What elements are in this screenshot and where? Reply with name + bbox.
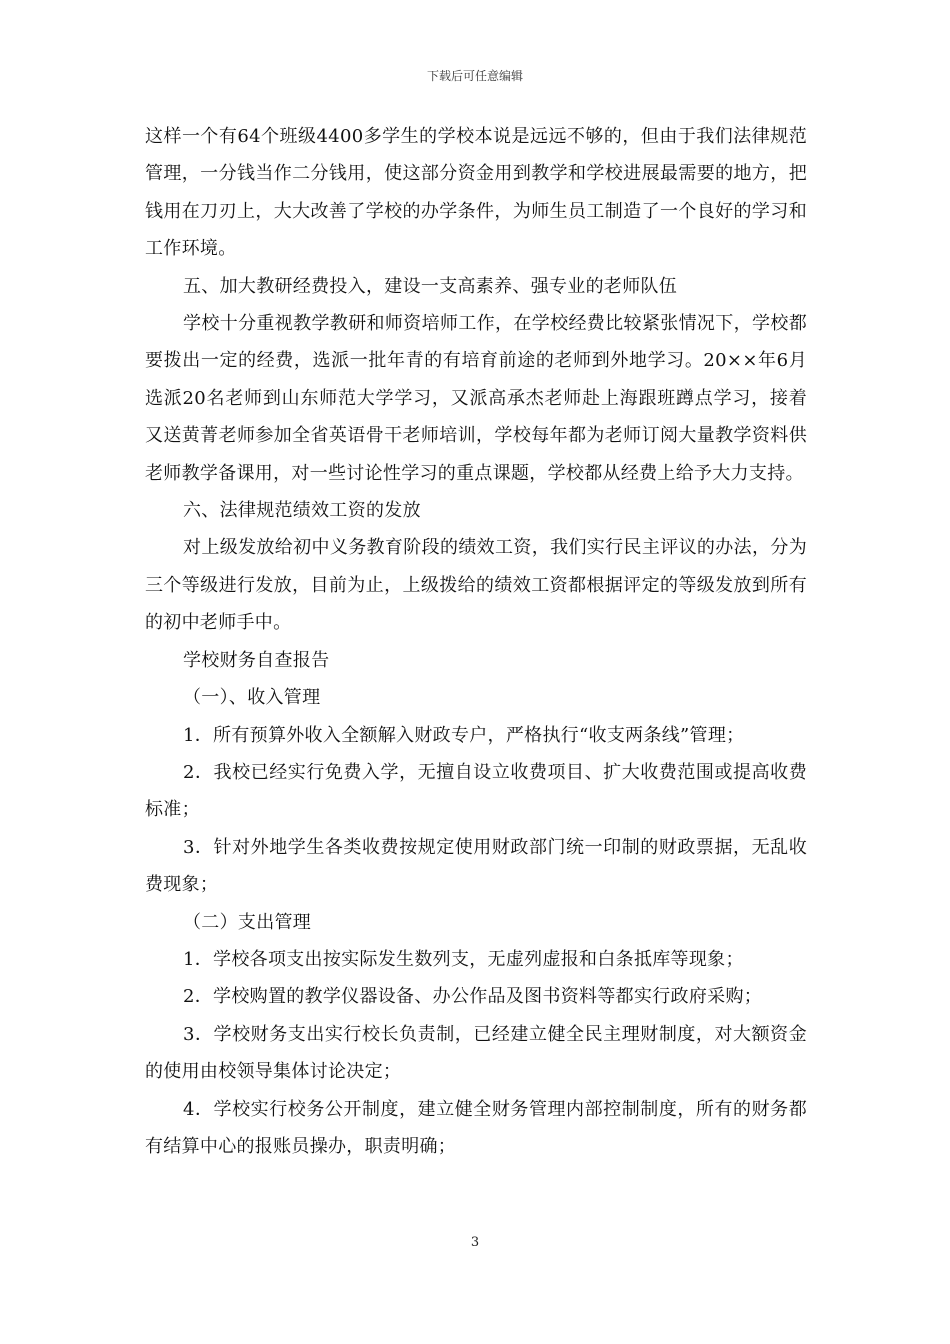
income-item-2: 2．我校已经实行免费入学，无擅自设立收费项目、扩大收费范围或提高收费标准；: [145, 761, 807, 821]
paragraph-teacher-training: 学校十分重视教学教研和师资培师工作，在学校经费比较紧张情况下，学校都要拨出一定的经费，选派一批年青的有培育前途的老师到外地学习。20××年6月选派20名老师到山东师范大学学习，又派高承杰老师赴上海跟班蹲点学习，接着又送黄菁老师参加全省英语骨干老师培训，学校每年都为老师订阅大量教学资料供老师教学备课用，对一些讨论性学习的重点课题，学校都从经费上给予大力支持。: [145, 313, 807, 484]
page-header: 下载后可任意编辑: [426, 69, 523, 83]
expenditure-item-1: 1．学校各项支出按实际发生数列支，无虚列虚报和白条抵库等现象；: [183, 948, 744, 970]
income-item-1: 1．所有预算外收入全额解入财政专户，严格执行“收支两条线”管理；: [183, 724, 745, 746]
paragraph-performance-pay: 对上级发放给初中义务教育阶段的绩效工资，我们实行民主评议的办法，分为三个等级进行发放，目前为止，上级拨给的绩效工资都根据评定的等级发放到所有的初中老师手中。: [145, 537, 807, 634]
section-heading-6: 六、法律规范绩效工资的发放: [183, 500, 421, 522]
subsection-income: （一）、收入管理: [183, 687, 321, 709]
subsection-expenditure: （二）支出管理: [183, 911, 312, 933]
paragraph-continuation: 这样一个有64个班级4400多学生的学校本说是远远不够的，但由于我们法律规范管理，一分钱当作二分钱用，使这部分资金用到教学和学校进展最需要的地方，把钱用在刀刃上，大大改善了学校的办学条件，为师生员工制造了一个良好的学习和工作环境。: [145, 126, 807, 260]
income-item-3: 3．针对外地学生各类收费按规定使用财政部门统一印制的财政票据，无乱收费现象；: [145, 836, 807, 896]
report-title: 学校财务自查报告: [183, 649, 330, 671]
document-body: [145, 118, 807, 1165]
expenditure-item-2: 2．学校购置的教学仪器设备、办公作品及图书资料等都实行政府采购；: [183, 986, 763, 1008]
expenditure-item-4: 4．学校实行校务公开制度，建立健全财务管理内部控制制度，所有的财务都有结算中心的报账员操办，职责明确；: [145, 1098, 807, 1157]
page-number: 3: [470, 1235, 480, 1250]
section-heading-5: 五、加大教研经费投入，建设一支高素养、强专业的老师队伍: [183, 275, 678, 297]
expenditure-item-3: 3．学校财务支出实行校长负责制，已经建立健全民主理财制度，对大额资金的使用由校领导集体讨论决定；: [145, 1023, 807, 1083]
